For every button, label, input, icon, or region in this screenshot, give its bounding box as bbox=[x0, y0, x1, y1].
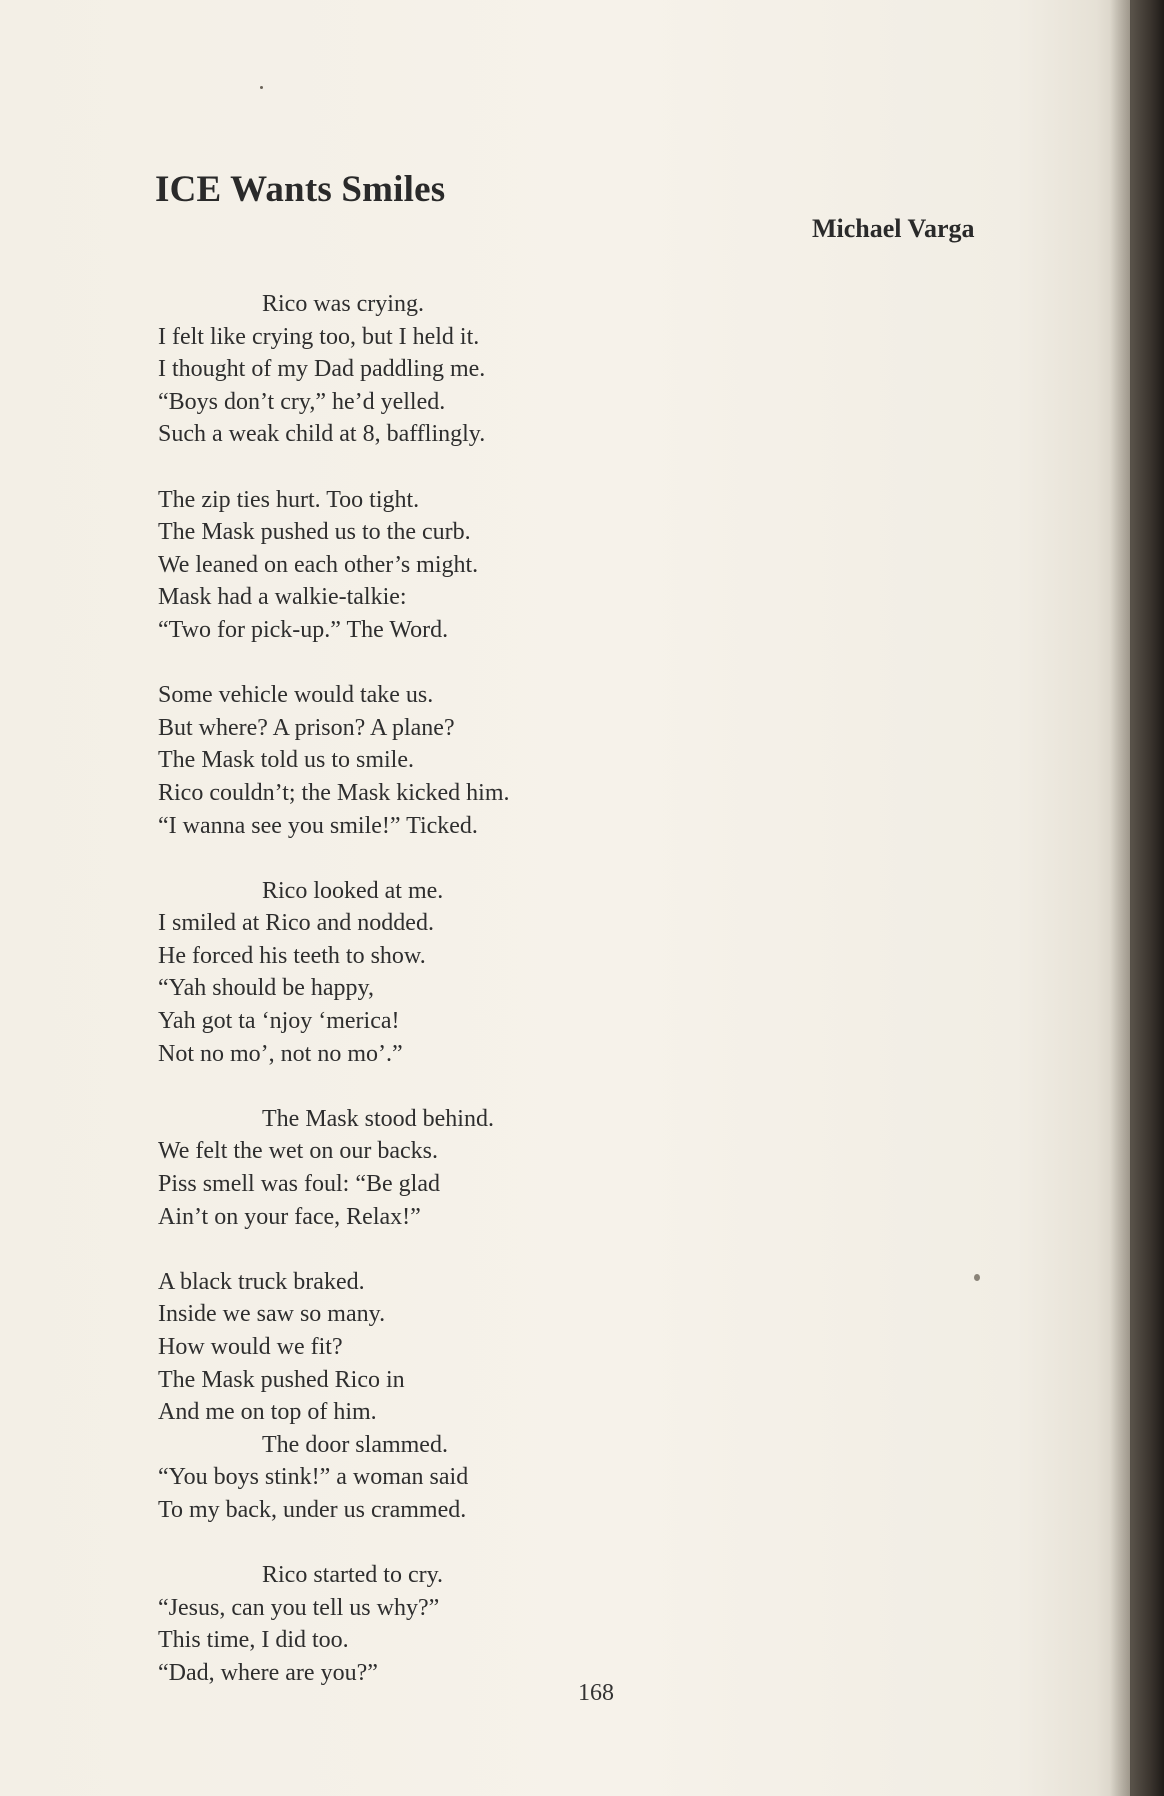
paper-speck bbox=[260, 86, 263, 89]
stanza-break bbox=[158, 1233, 718, 1266]
poem-line: Such a weak child at 8, bafflingly. bbox=[158, 421, 486, 448]
poem-line: Inside we saw so many. bbox=[158, 1301, 386, 1328]
stanza-break bbox=[158, 451, 718, 484]
poem-line: The zip ties hurt. Too tight. bbox=[158, 486, 420, 513]
poem-line: Rico was crying. bbox=[262, 291, 424, 317]
poem-line: The Mask stood behind. bbox=[262, 1105, 494, 1132]
poem-line: “Yah should be happy, bbox=[158, 975, 374, 1002]
page-number: 168 bbox=[578, 1680, 614, 1706]
poem-line: Rico couldn’t; the Mask kicked him. bbox=[158, 779, 510, 806]
stanza-break bbox=[158, 647, 718, 680]
poem-line: He forced his teeth to show. bbox=[158, 942, 426, 969]
stanza bbox=[158, 1103, 718, 1233]
poem-line: The Mask pushed us to the curb. bbox=[158, 519, 471, 546]
poem-line: How would we fit? bbox=[158, 1334, 343, 1360]
stanza bbox=[158, 1266, 718, 1527]
poem-line: And me on top of him. bbox=[158, 1399, 377, 1426]
poem-line: The door slammed. bbox=[262, 1431, 448, 1458]
poem-line: “You boys stink!” a woman said bbox=[158, 1464, 469, 1491]
stanza bbox=[158, 875, 718, 1071]
poem-body bbox=[158, 288, 718, 1690]
poem-author: Michael Varga bbox=[812, 214, 975, 243]
poem-line: Rico looked at me. bbox=[262, 877, 444, 904]
poem-line: The Mask pushed Rico in bbox=[158, 1366, 405, 1393]
poem-line: Some vehicle would take us. bbox=[158, 682, 434, 709]
poem-line: “Boys don’t cry,” he’d yelled. bbox=[158, 388, 446, 415]
poem-line: “Jesus, can you tell us why?” bbox=[158, 1594, 440, 1621]
poem-line: I thought of my Dad paddling me. bbox=[158, 356, 486, 383]
poem-line: This time, I did too. bbox=[158, 1627, 349, 1654]
poem-line: “Two for pick-up.” The Word. bbox=[158, 616, 449, 643]
paper-speck bbox=[974, 1274, 980, 1281]
poem-line: We felt the wet on our backs. bbox=[158, 1138, 438, 1165]
poem-title: ICE Wants Smiles bbox=[155, 169, 446, 210]
stanza-break bbox=[158, 1070, 718, 1103]
stanza bbox=[158, 288, 718, 451]
stanza-break bbox=[158, 842, 718, 875]
poem-line: Mask had a walkie-talkie: bbox=[158, 584, 407, 611]
stanza-break bbox=[158, 1527, 718, 1560]
poem-line: Not no mo’, not no mo’.” bbox=[158, 1040, 403, 1067]
poem-line: I felt like crying too, but I held it. bbox=[158, 323, 480, 350]
poem-line: “Dad, where are you?” bbox=[158, 1659, 378, 1686]
poem-line: We leaned on each other’s might. bbox=[158, 551, 479, 578]
stanza bbox=[158, 1559, 718, 1689]
stanza bbox=[158, 484, 718, 647]
poem-line: “I wanna see you smile!” Ticked. bbox=[158, 812, 478, 839]
poem-line: A black truck braked. bbox=[158, 1268, 365, 1295]
poem-line: Rico started to cry. bbox=[262, 1562, 444, 1589]
poem-line: The Mask told us to smile. bbox=[158, 747, 414, 774]
stanza bbox=[158, 679, 718, 842]
poem-line: I smiled at Rico and nodded. bbox=[158, 910, 434, 937]
poem-line: Ain’t on your face, Relax!” bbox=[158, 1203, 421, 1230]
poem-line: Piss smell was foul: “Be glad bbox=[158, 1171, 440, 1198]
poem-line: Yah got ta ‘njoy ‘merica! bbox=[158, 1008, 400, 1035]
page-binding-shadow bbox=[1110, 0, 1164, 1796]
poem-line: To my back, under us crammed. bbox=[158, 1496, 467, 1523]
poem-line: But where? A prison? A plane? bbox=[158, 714, 455, 741]
